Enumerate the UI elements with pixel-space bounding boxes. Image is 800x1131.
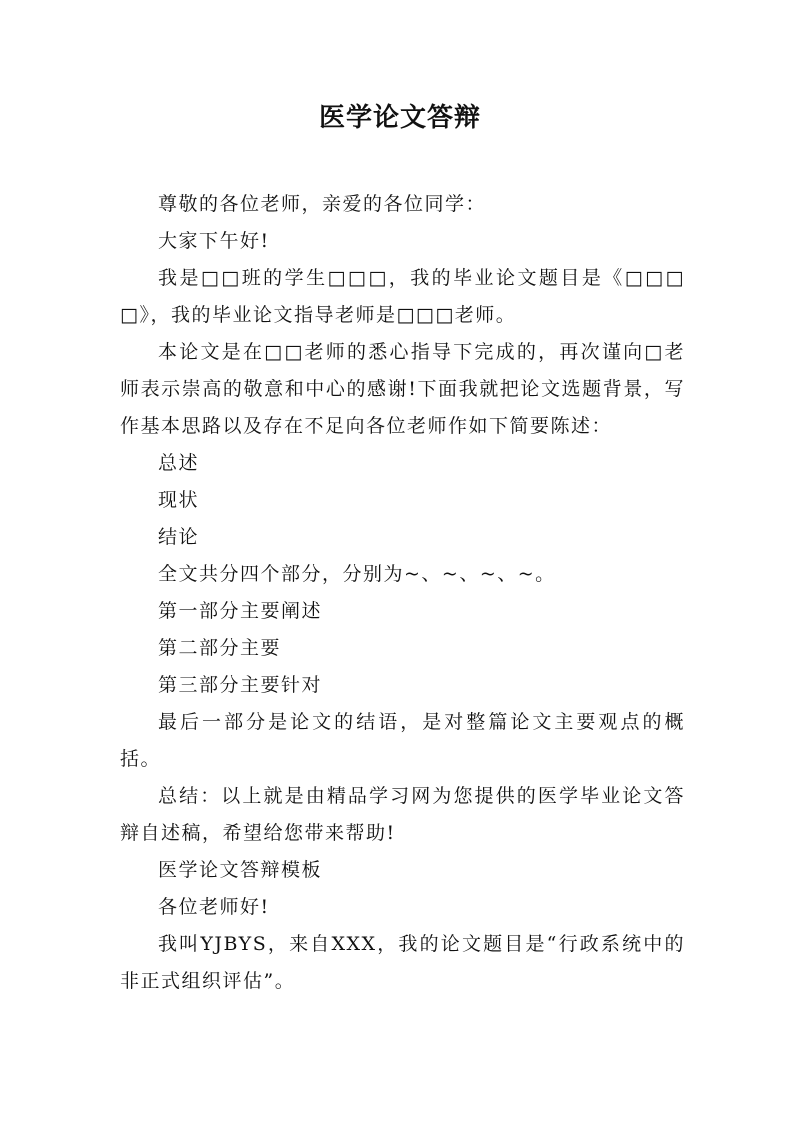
paragraph-overview: 总述 [158,452,200,474]
paragraph-introduction: 我是□□班的学生□□□，我的毕业论文题目是《□□□□》，我的毕业论文指导老师是□□□老师。 [120,267,685,326]
paragraph-part-two: 第二部分主要 [158,637,282,659]
paragraph-final-part: 最后一部分是论文的结语，是对整篇论文主要观点的概括。 [120,711,685,770]
paragraph-part-one: 第一部分主要阐述 [158,600,323,622]
paragraph-template-heading: 医学论文答辩模板 [158,859,323,881]
paragraph-hello: 大家下午好! [158,230,270,252]
paragraph-status: 现状 [158,489,200,511]
paragraph-summary: 总结：以上就是由精品学习网为您提供的医学毕业论文答辩自述稿，希望给您带来帮助! [120,785,685,844]
paragraph-structure: 全文共分四个部分，分别为~、~、~、~。 [158,563,556,585]
paragraph-part-three: 第三部分主要针对 [158,674,323,696]
paragraph-template-introduction: 我叫YJBYS，来自XXX，我的论文题目是“行政系统中的非正式组织评估”。 [120,933,685,992]
document-body [120,186,685,1000]
paragraph-template-greeting: 各位老师好! [158,896,270,918]
paragraph-conclusion: 结论 [158,526,200,548]
document-title: 医学论文答辩 [318,103,481,133]
paragraph-acknowledgement: 本论文是在□□老师的悉心指导下完成的，再次谨向□老师表示崇高的敬意和中心的感谢!下面我就把论文选题背景，写作基本思路以及存在不足向各位老师作如下简要陈述： [120,341,685,437]
paragraph-greeting: 尊敬的各位老师，亲爱的各位同学： [158,193,487,215]
